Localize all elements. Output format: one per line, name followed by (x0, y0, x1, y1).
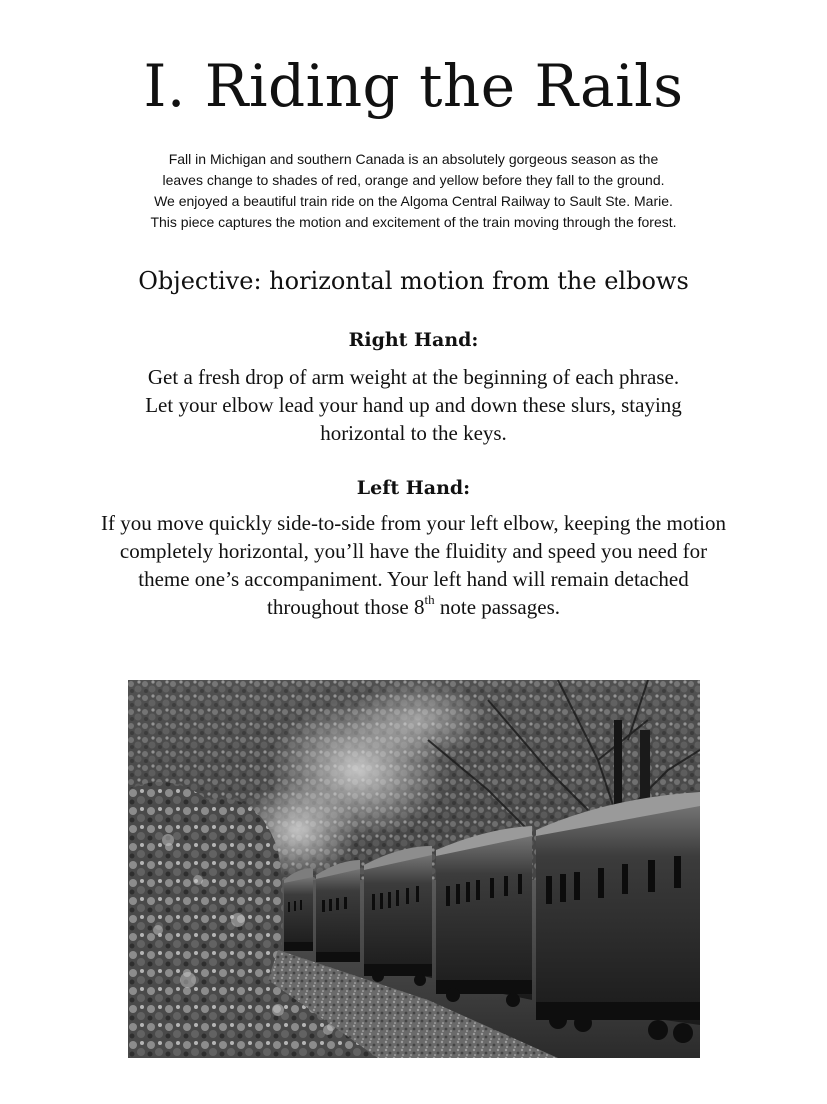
train-forest-illustration (128, 680, 700, 1058)
right-hand-line: Get a fresh drop of arm weight at the beginning of each phrase. (147, 365, 680, 389)
intro-line: We enjoyed a beautiful train ride on the Algoma Central Railway to Sault Ste. Marie. (154, 193, 673, 209)
left-hand-line: completely horizontal, you’ll have the fluidity and speed you need for (119, 539, 708, 563)
intro-line: leaves change to shades of red, orange and yellow before they fall to the ground. (162, 172, 665, 188)
left-hand-heading: Left Hand: (356, 477, 471, 499)
right-hand-instructions (40, 363, 787, 447)
left-hand-line: theme one’s accompaniment. Your left hand will remain detached (138, 567, 689, 591)
left-hand-instructions (40, 509, 787, 621)
objective-heading: Objective: horizontal motion from the elbows (138, 267, 689, 295)
left-hand-line-text: throughout those 8 (266, 595, 425, 619)
left-hand-line: If you move quickly side-to-side from your left elbow, keeping the motion (101, 511, 726, 535)
intro-line: This piece captures the motion and excitement of the train moving through the forest. (150, 214, 677, 230)
right-hand-line: Let your elbow lead your hand up and down these slurs, staying (145, 393, 682, 417)
train-photo (128, 680, 700, 1058)
ordinal-superscript: th (424, 592, 435, 607)
left-hand-line-last (40, 593, 787, 621)
page-title: I. Riding the Rails (143, 52, 684, 120)
intro-line: Fall in Michigan and southern Canada is an absolutely gorgeous season as the (168, 151, 659, 167)
left-hand-line-text: note passages. (434, 595, 560, 619)
right-hand-line: horizontal to the keys. (320, 421, 507, 445)
intro-paragraph (90, 149, 737, 233)
right-hand-heading: Right Hand: (348, 329, 479, 351)
